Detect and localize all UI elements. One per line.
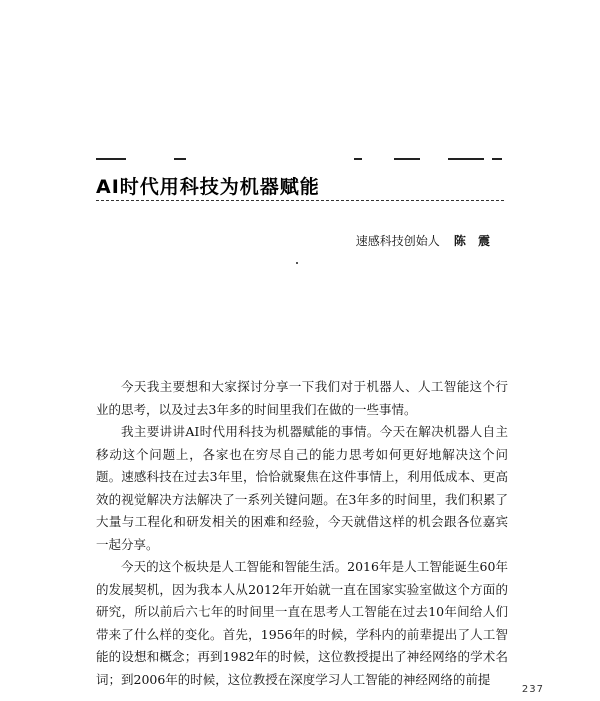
article-title: AI时代用科技为机器赋能: [96, 176, 320, 198]
paragraph: 今天的这个板块是人工智能和智能生活。2016年是人工智能诞生60年的发展契机，因为我本人从2012年开始就一直在国家实验室做这个方面的研究，所以前后六七年的时间里一直在思考人工智能在过去10年间给人们带来了什么样的变化。首先，1956年的时候，学科内的前辈提出了人工智能的设想和概念；再到1982年的时候，这位教授提出了神经网络的学术名词；到2006年的时候，这位教授在深度学习人工智能的神经网络的前提: [96, 559, 508, 687]
byline: [356, 232, 494, 249]
page-number: 237: [521, 684, 544, 695]
article-body: [96, 376, 508, 691]
scan-speck: [296, 262, 298, 264]
paragraph: 我主要讲讲AI时代用科技为机器赋能的事情。今天在解决机器人自主移动这个问题上，各家也在穷尽自己的能力思考如何更好地解决这个问题。速感科技在过去3年里，恰恰就聚焦在这件事情上，利用低成本、更高效的视觉解决方法解决了一系列关键问题。在3年多的时间里，我们积累了大量与工程化和研发相关的困难和经验，今天就借这样的机会跟各位嘉宾一起分享。: [96, 424, 508, 552]
paragraph: 今天我主要想和大家探讨分享一下我们对于机器人、人工智能这个行业的思考，以及过去3年多的时间里我们在做的一些事情。: [96, 379, 508, 417]
title-divider: [96, 200, 504, 201]
header-rule: [96, 158, 506, 164]
author-name: 陈 震: [453, 234, 494, 248]
author-affiliation: 速感科技创始人: [355, 234, 440, 248]
